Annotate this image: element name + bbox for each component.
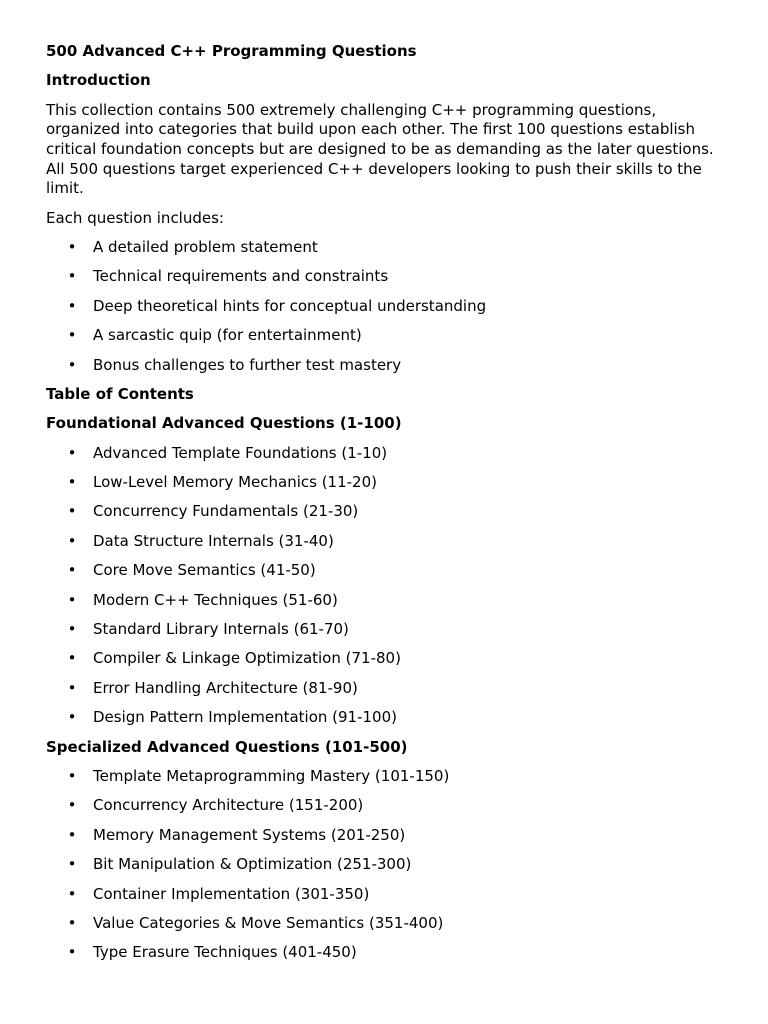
bullet-icon: • [67, 620, 77, 639]
bullet-icon: • [67, 649, 77, 668]
list-item [46, 679, 722, 699]
list-item [46, 708, 722, 728]
list-item-text: Container Implementation (301-350) [93, 884, 370, 903]
list-item [46, 473, 722, 493]
list-item-text: Memory Management Systems (201-250) [93, 825, 406, 844]
bullet-icon: • [67, 561, 77, 580]
bullet-icon: • [67, 855, 77, 874]
introduction-heading: Introduction [46, 71, 151, 90]
list-item [46, 591, 722, 611]
bullet-icon: • [67, 502, 77, 521]
list-item-text: Error Handling Architecture (81-90) [93, 678, 358, 697]
list-item [46, 297, 722, 317]
list-item [46, 767, 722, 787]
bullet-icon: • [67, 766, 77, 785]
includes-list [46, 238, 722, 375]
bullet-icon: • [67, 296, 77, 315]
bullet-icon: • [67, 590, 77, 609]
list-item [46, 267, 722, 287]
list-item-text: Technical requirements and constraints [93, 267, 389, 286]
bullet-icon: • [67, 326, 77, 345]
list-item-text: Design Pattern Implementation (91-100) [93, 708, 397, 727]
bullet-icon: • [67, 943, 77, 962]
bullet-icon: • [67, 678, 77, 697]
list-item-text: Template Metaprogramming Mastery (101-150) [93, 766, 450, 785]
bullet-icon: • [67, 913, 77, 932]
bullet-icon: • [67, 884, 77, 903]
list-item [46, 943, 722, 963]
specialized-section-heading: Specialized Advanced Questions (101-500) [46, 737, 408, 756]
bullet-icon: • [67, 267, 77, 286]
bullet-icon: • [67, 355, 77, 374]
list-item [46, 356, 722, 376]
list-item-text: Compiler & Linkage Optimization (71-80) [93, 649, 401, 668]
list-item [46, 855, 722, 875]
foundational-section-heading: Foundational Advanced Questions (1-100) [46, 414, 402, 433]
bullet-icon: • [67, 708, 77, 727]
list-item [46, 885, 722, 905]
bullet-icon: • [67, 531, 77, 550]
list-item-text: Concurrency Architecture (151-200) [93, 796, 364, 815]
bullet-icon: • [67, 443, 77, 462]
document-title: 500 Advanced C++ Programming Questions [46, 42, 417, 60]
list-item-text: Advanced Template Foundations (1-10) [93, 443, 388, 462]
list-item [46, 796, 722, 816]
list-item-text: Bonus challenges to further test mastery [93, 355, 402, 374]
list-item-text: A sarcastic quip (for entertainment) [93, 326, 362, 345]
bullet-icon: • [67, 825, 77, 844]
toc-heading: Table of Contents [46, 384, 194, 403]
list-item [46, 914, 722, 934]
list-item-text: Type Erasure Techniques (401-450) [93, 943, 357, 962]
list-item-text: Deep theoretical hints for conceptual understanding [93, 296, 487, 315]
list-item-text: Low-Level Memory Mechanics (11-20) [93, 473, 377, 492]
list-item-text: Value Categories & Move Semantics (351-400) [93, 913, 444, 932]
list-item-text: Concurrency Fundamentals (21-30) [93, 502, 359, 521]
foundational-list [46, 444, 722, 728]
list-item [46, 649, 722, 669]
list-item [46, 532, 722, 552]
bullet-icon: • [67, 237, 77, 256]
list-item [46, 444, 722, 464]
list-item [46, 826, 722, 846]
bullet-icon: • [67, 473, 77, 492]
list-item [46, 620, 722, 640]
list-item-text: Core Move Semantics (41-50) [93, 561, 316, 580]
includes-label: Each question includes: [46, 208, 224, 227]
list-item-text: Modern C++ Techniques (51-60) [93, 590, 338, 609]
list-item-text: Bit Manipulation & Optimization (251-300) [93, 855, 412, 874]
list-item [46, 561, 722, 581]
bullet-icon: • [67, 796, 77, 815]
list-item [46, 238, 722, 258]
list-item [46, 326, 722, 346]
list-item-text: Data Structure Internals (31-40) [93, 531, 334, 550]
list-item-text: A detailed problem statement [93, 237, 318, 256]
specialized-list [46, 767, 722, 963]
introduction-paragraph: This collection contains 500 extremely challenging C++ programming questions, organized into categories that build upon each other. The first 100 questions establish critical foundation concepts but are designed to be as demanding as the later questions. All 500 questions target experienced C++ developers looking to push their skills to the limit. [46, 100, 714, 198]
list-item [46, 502, 722, 522]
list-item-text: Standard Library Internals (61-70) [93, 620, 349, 639]
